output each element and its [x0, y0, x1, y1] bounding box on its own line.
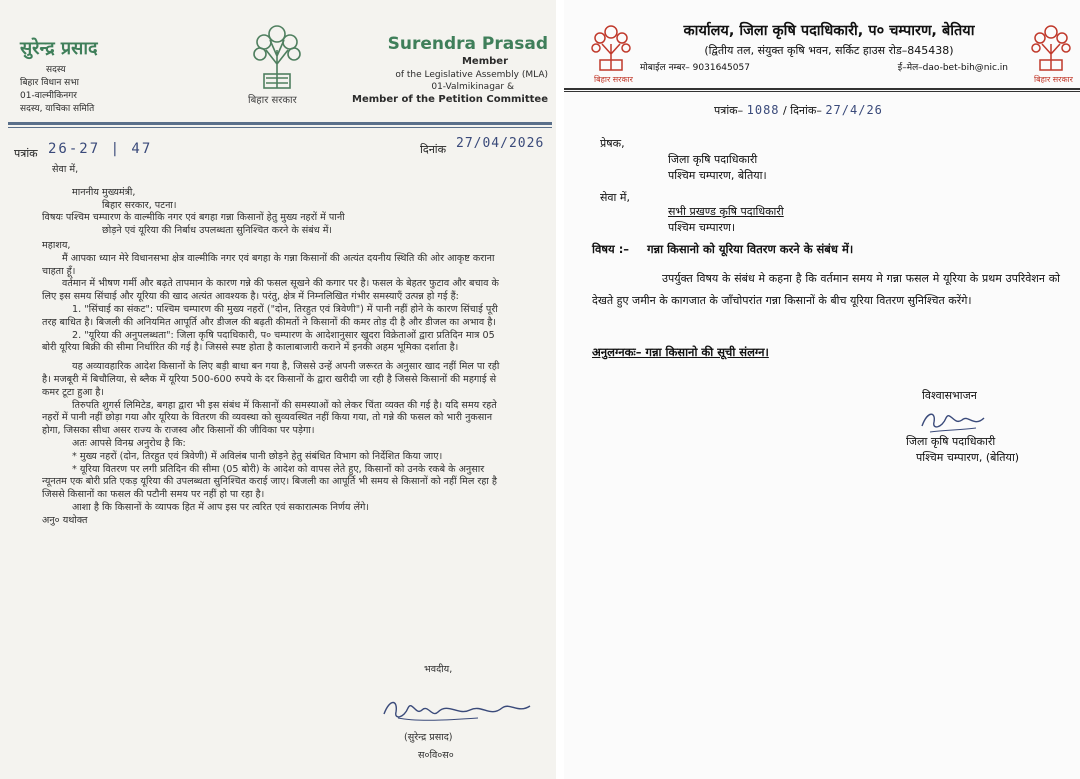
- page-divider: [556, 0, 564, 779]
- sender-line: जिला कृषि पदाधिकारी: [668, 153, 758, 166]
- closing: भवदीय,: [424, 664, 453, 675]
- subject-line: विषयः पश्चिम चम्पारण के वाल्मीकि नगर एवं बगहा गन्ना किसानों हेतु मुख्य नहरों में पानी: [42, 212, 345, 224]
- header-rule: [564, 88, 1080, 90]
- role-english-line: Member: [461, 56, 508, 67]
- date-value: 27/4/26: [825, 103, 883, 117]
- ref-number: 26-27 | 47: [48, 141, 153, 157]
- emblem-caption: बिहार सरकार: [248, 95, 297, 106]
- enclosure-note: अनु० यथोक्त: [42, 514, 88, 526]
- paragraph: तिरुपति शुगर्स लिमिटेड, बगहा द्वारा भी इस संबंध में किसानों की समस्याओं को लेकर चिंता व्यक्त की गई है। यदि समय रहते नहरों में पानी नहीं छोड़ा गया और यूरिया के वितरण की व्यवस्था को सुव्यवस्थित नहीं किया गया, तो गन्ने की फसल को भारी नुकसान होगा, जिसका सीधा असर राज्य के राजस्व और किसानों की जीविका पर पड़ेगा।: [42, 399, 497, 437]
- signature-icon: [378, 688, 538, 726]
- sender-label: प्रेषक,: [600, 137, 625, 150]
- paragraph: यह अव्यावहारिक आदेश किसानों के लिए बड़ी बाधा बन गया है, जिससे उन्हें अपनी जरूरत के अनुसार खाद नहीं मिल पा रही है। मजबूरी में बिचौलिया, से ब्लैक में यूरिया 500-600 रुपये के दर किसानों के द्वारा खरीदी जा रही है जिससे किसानों की महगाई से कमर टूटा हुआ है।: [42, 361, 500, 398]
- sender-line: पश्चिम चम्पारण, बेतिया।: [668, 169, 767, 182]
- paragraph: * यूरिया वितरण पर लगी प्रतिदिन की सीमा (05 बोरी) के आदेश को वापस लेते हुए, किसानों को उनके रकबे के अनुसार न्यूनतम एक बोरी प्रति एकड़ यूरिया की उपलब्धता सुनिश्चित कराई जाए। बिजली का आपूर्ति भी समय से किसानों को नहीं मिल रहा है जिससे किसानों का फसल की पटौनी समय पर नहीं हो पा रहा है।: [42, 463, 498, 501]
- ref-label: पत्रांक–: [714, 104, 744, 117]
- recipient-line: बिहार सरकार, पटना।: [102, 199, 177, 211]
- role-english-line: Member of the Petition Committee: [352, 93, 548, 105]
- recipient-line: सभी प्रखण्ड कृषि पदाधिकारी: [668, 205, 784, 218]
- role-english-line: 01-Valmikinagar &: [431, 82, 514, 92]
- bodhi-tree-emblem-left-icon: [588, 22, 634, 74]
- office-address: (द्वितीय तल, संयुक्त कृषि भवन, सर्किट हाउस रोड–845438): [704, 44, 954, 57]
- salutation: महाशय,: [42, 239, 71, 251]
- date-label: / दिनांक–: [783, 104, 822, 117]
- signatory-designation: स०वि०स०: [418, 750, 454, 761]
- paragraph: 2. "यूरिया की अनुपलब्धता": जिला कृषि पदाधिकारी, प० चम्पारण के आदेशानुसार खुदरा विक्रेताओं द्वारा प्रतिदिन मात्र 05 बोरी यूरिया बिक्री की सीमा निर्धारित की गई है। जिससे स्पष्ट होता है कालाबाजारी कराने में इनकी अहम भूमिका दर्शाता है।: [42, 329, 495, 354]
- paragraph: आशा है कि किसानों के व्यापक हित में आप इस पर त्वरित एवं सकारात्मक निर्णय लेंगे।: [72, 501, 370, 513]
- recipient-line: माननीय मुख्यमंत्री,: [72, 186, 136, 198]
- emblem-caption-left: बिहार सरकार: [594, 75, 633, 84]
- dao-letter: [564, 0, 1080, 779]
- role-hindi-line: 01-वाल्मीकिनगर: [20, 91, 77, 101]
- subject-line: छोड़ने एवं यूरिया की निर्बाध उपलब्धता सुनिश्चित करने के संबंध में।: [102, 225, 333, 237]
- signatory-designation: जिला कृषि पदाधिकारी: [906, 435, 996, 448]
- enclosure-note: अनुलग्नकः– गन्ना किसानो की सूची संलग्न।: [592, 345, 769, 359]
- office-title: कार्यालय, जिला कृषि पदाधिकारी, प० चम्पारण, बेतिया: [683, 23, 975, 39]
- date-value: 27/04/2026: [456, 136, 545, 151]
- mla-name-hindi: सुरेन्द्र प्रसाद: [20, 38, 98, 59]
- closing: विश्वासभाजन: [922, 389, 977, 402]
- role-hindi-line: सदस्य: [46, 65, 66, 75]
- role-hindi-line: सदस्य, याचिका समिति: [20, 104, 95, 114]
- signatory-location: पश्चिम चम्पारण, (बेतिया): [916, 451, 1020, 464]
- subject-text: गन्ना किसानो को यूरिया वितरण करने के संबंध में।: [647, 242, 854, 256]
- subject-line: [592, 242, 853, 257]
- paragraph: वर्तमान में भीषण गर्मी और बढ़ते तापमान के कारण गन्ने की फसल सूखने की कगार पर है। फसल के बेहतर फुटाव और बचाव के लिए इस समय सिंचाई और यूरिया की खाद अत्यंत आवश्यक है। परंतु, क्षेत्र में निम्नलिखित गंभीर समस्याएँ उत्पन्न हो गई हैं:: [42, 278, 499, 303]
- mla-role-hindi: [20, 64, 94, 116]
- letter-body: [42, 164, 508, 528]
- date-label: दिनांक: [420, 143, 447, 156]
- paragraph: अतः आपसे विनम्र अनुरोध है कि:: [72, 437, 186, 449]
- to-line: सेवा में,: [52, 164, 79, 175]
- header-rule-thin: [564, 91, 1080, 92]
- ref-label: पत्रांक: [14, 147, 38, 160]
- bodhi-tree-emblem-icon: [250, 20, 304, 92]
- role-hindi-line: बिहार विधान सभा: [20, 78, 79, 88]
- paragraph: * मुख्य नहरों (दोन, तिरहुत एवं त्रिवेणी) में अविलंब पानी छोड़ने हेतु संबंधित विभाग को निर्देशित किया जाए।: [72, 450, 443, 462]
- bodhi-tree-emblem-right-icon: [1028, 22, 1074, 74]
- letterhead-rule-thin: [8, 127, 552, 128]
- ref-number: 1088: [746, 103, 780, 117]
- signatory-name: (सुरेन्द्र प्रसाद): [404, 732, 453, 743]
- paragraph: मैं आपका ध्यान मेरे विधानसभा क्षेत्र वाल्मीकि नगर एवं बगहा के गन्ना किसानों की अत्यंत दयनीय स्थिति की ओर आकृष्ट कराना चाहता हूँ।: [42, 252, 495, 277]
- letterhead-rule: [8, 122, 552, 125]
- emblem-caption-right: बिहार सरकार: [1034, 75, 1073, 84]
- mobile-number: मोबाईल नम्बर– 9031645057: [640, 63, 750, 73]
- signature-icon: [914, 402, 994, 436]
- mla-role-english: [352, 56, 548, 106]
- subject-label: विषय :–: [592, 242, 630, 256]
- letter-body: उपर्युक्त विषय के संबंध मे कहना है कि वर्तमान समय मे गन्ना फसल मे यूरिया के प्रथम उपरिवेशन को देखते हुए जमीन के कागजात के जाँचोपरांत गन्ना किसानों के बीच यूरिया वितरण सुनिश्चित करेंगे।: [592, 272, 1060, 307]
- email-address: ई–मेल–dao-bet-bih@nic.in: [897, 63, 1008, 73]
- ref-date-line: [714, 103, 883, 118]
- role-english-line: of the Legislative Assembly (MLA): [395, 69, 548, 80]
- mla-name-english: Surendra Prasad: [387, 34, 548, 54]
- recipient-line: पश्चिम चम्पारण।: [668, 221, 736, 234]
- to-label: सेवा में,: [600, 191, 630, 204]
- paragraph: 1. "सिंचाई का संकट": पश्चिम चम्पारण की मुख्य नहरों ("दोन, तिरहुत एवं त्रिवेणी") में पानी नहीं होने के कारण सिंचाई पूरी तरह बाधित है। बिजली की अनियमित आपूर्ति और डीजल की बढ़ती कीमतों ने किसानों की कमर तोड़ दी है और डीजल का अभाव है।: [42, 303, 498, 328]
